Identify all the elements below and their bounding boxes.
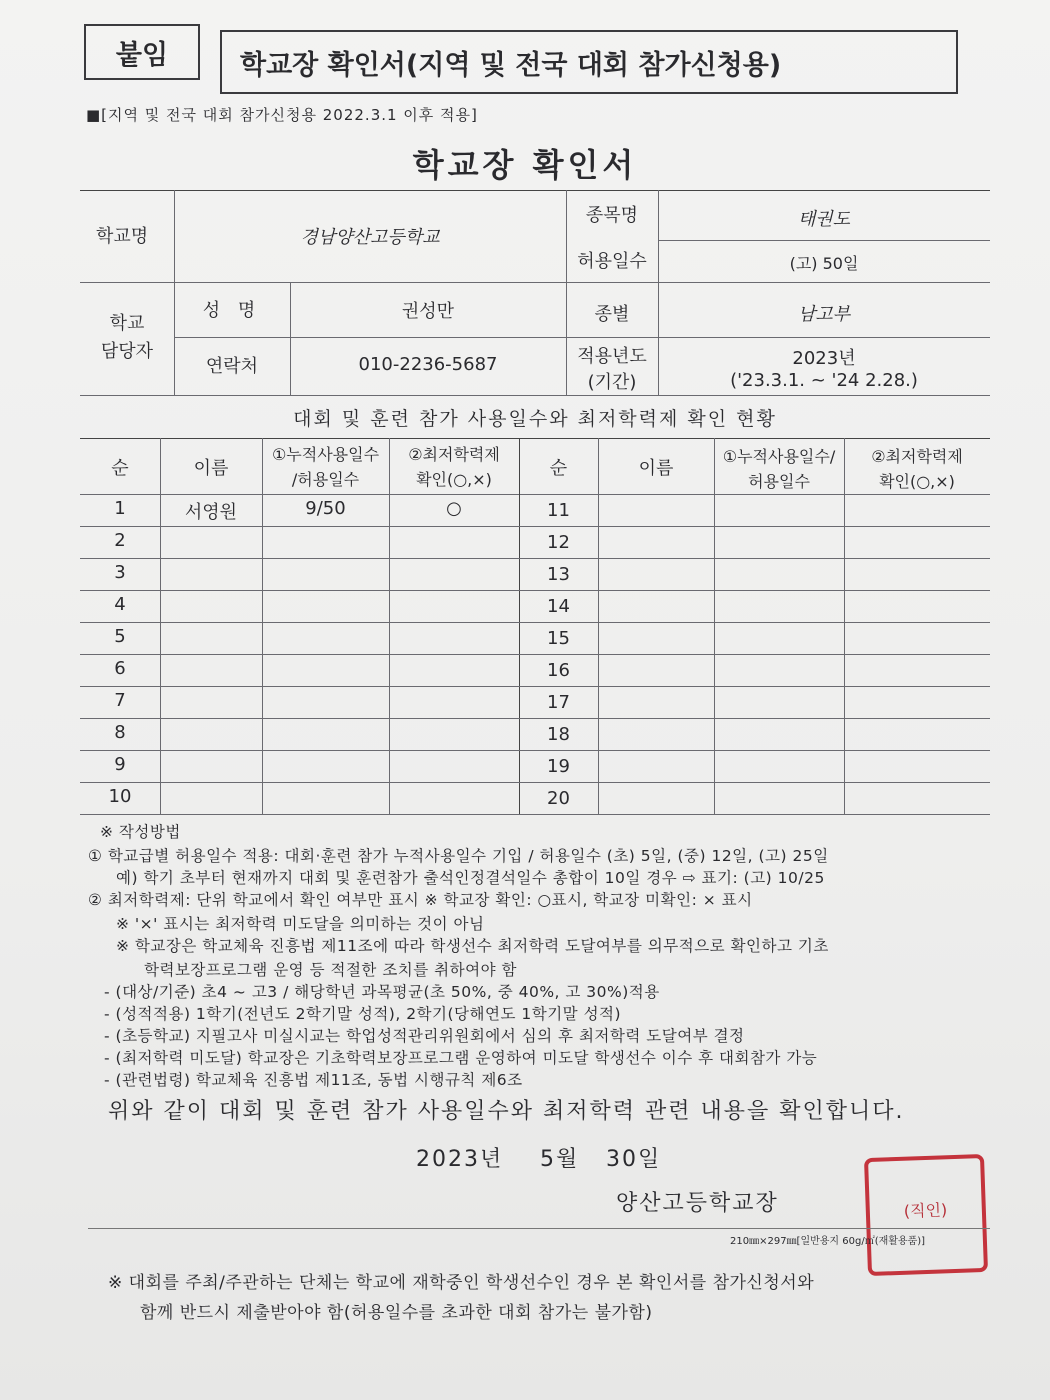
info-line <box>80 282 990 283</box>
manager-name-label: 성 명 <box>202 300 262 321</box>
cell-no: 3 <box>114 562 126 583</box>
col-days-1: ①누적사용일수 <box>271 445 380 464</box>
date-month: 5월 <box>540 1147 580 1172</box>
cell-no: 8 <box>114 722 126 743</box>
row-line <box>80 526 990 527</box>
col-days-right-1: ①누적사용일수/ <box>722 447 836 466</box>
table-vline <box>598 438 599 814</box>
cell-no: 4 <box>114 594 126 615</box>
sport-label: 종목명 <box>585 205 639 226</box>
cell-no: 7 <box>114 690 126 711</box>
instruction-line: 학력보장프로그램 운영 등 적절한 조치를 취하여야 함 <box>144 961 517 979</box>
footer-rule <box>88 1228 990 1229</box>
instruction-line: - (초등학교) 지필고사 미실시교는 학업성적관리위원회에서 심의 후 최저학력 도달여부 결정 <box>104 1027 745 1045</box>
document-title: 학교장 확인서 <box>412 146 638 184</box>
info-line <box>174 337 990 338</box>
table-vline <box>160 438 161 814</box>
cell-days: 9/50 <box>305 498 346 519</box>
col-no-right: 순 <box>549 458 568 479</box>
cell-no: 9 <box>114 754 126 775</box>
date-day: 30일 <box>606 1147 662 1172</box>
cell-no-right: 17 <box>547 692 570 713</box>
col-check-2: 확인(○,×) <box>416 470 492 489</box>
cell-name: 서영원 <box>184 502 238 523</box>
row-line <box>80 654 990 655</box>
col-check-1: ②최저학력제 <box>408 445 500 464</box>
header-title: 학교장 확인서(지역 및 전국 대회 참가신청용) <box>240 49 782 81</box>
cell-no-right: 16 <box>547 660 570 681</box>
cell-no: 6 <box>114 658 126 679</box>
school-label: 학교명 <box>96 226 149 247</box>
cell-no: 1 <box>114 498 126 519</box>
col-days-right-2: 허용일수 <box>748 472 810 491</box>
cell-no: 10 <box>108 786 132 807</box>
table-vline <box>714 438 715 814</box>
official-seal <box>864 1154 988 1276</box>
sport-value: 태권도 <box>797 209 851 230</box>
footer-note-1: ※ 대회를 주최/주관하는 단체는 학교에 재학중인 학생선수인 경우 본 확인서를 참가신청서와 <box>108 1273 815 1293</box>
instruction-line: - (관련법령) 학교체육 진흥법 제11조, 동법 시행규칙 제6조 <box>104 1071 523 1089</box>
cell-no-right: 19 <box>547 756 570 777</box>
footer-note-2: 함께 반드시 제출받아야 함(허용일수를 초과한 대회 참가는 불가함) <box>140 1303 653 1323</box>
cell-no-right: 18 <box>547 724 570 745</box>
cell-no-right: 13 <box>547 564 570 585</box>
header-title-box <box>220 30 958 94</box>
instruction-line: ② 최저학력제: 단위 학교에서 확인 여부만 표시 ※ 학교장 확인: ○표시, 학교장 미확인: × 표시 <box>88 891 753 909</box>
manager-name-value: 권성만 <box>401 301 455 322</box>
category-value: 남고부 <box>797 304 851 325</box>
date-year: 2023년 <box>416 1147 504 1172</box>
attachment-tag <box>84 24 200 80</box>
row-line <box>80 718 990 719</box>
instruction-line: - (성적적용) 1학기(전년도 2학기말 성적), 2학기(당해연도 1학기말 성적) <box>104 1005 622 1023</box>
contact-value: 010-2236-5687 <box>358 354 498 375</box>
applied-note: ■[지역 및 전국 대회 참가신청용 2022.3.1 이후 적용] <box>86 106 478 124</box>
category-label: 종별 <box>594 304 630 325</box>
manager-label-1: 학교 <box>109 313 145 334</box>
paper-spec: 210㎜×297㎜[일반용지 60g/㎡(재활용품)] <box>730 1236 926 1247</box>
instruction-line: 예) 학기 초부터 현재까지 대회 및 훈련참가 출석인정결석일수 총합이 10일 경우 ⇨ 표기: (고) 10/25 <box>116 869 825 887</box>
year-value-2: ('23.3.1. ~ '24 2.28.) <box>730 370 918 391</box>
school-value: 경남양산고등학교 <box>300 227 440 248</box>
table-vline <box>389 438 390 814</box>
contact-label: 연락처 <box>205 356 259 377</box>
table-vline <box>262 438 263 814</box>
instruction-line: ① 학교급별 허용일수 적용: 대회·훈련 참가 누적사용일수 기입 / 허용일수 (초) 5일, (중) 12일, (고) 25일 <box>88 847 829 865</box>
info-line <box>80 395 990 396</box>
allowed-days-label: 허용일수 <box>577 251 647 272</box>
col-check-right-1: ②최저학력제 <box>871 447 963 466</box>
table-header-line <box>80 494 990 495</box>
cell-no-right: 14 <box>547 596 570 617</box>
row-line <box>80 558 990 559</box>
row-line <box>80 686 990 687</box>
info-line <box>658 240 990 241</box>
year-label-2: (기간) <box>587 372 637 393</box>
row-line <box>80 814 990 815</box>
row-line <box>80 622 990 623</box>
allowed-days-value: (고) 50일 <box>789 254 859 273</box>
cell-no: 5 <box>114 626 126 647</box>
table-top-border <box>80 438 990 439</box>
row-line <box>80 590 990 591</box>
instruction-line: ※ 작성방법 <box>100 823 181 841</box>
info-top-border <box>80 190 990 191</box>
col-name-right: 이름 <box>638 458 674 479</box>
table-caption: 대회 및 훈련 참가 사용일수와 최저학력제 확인 현황 <box>293 408 777 430</box>
cell-no: 2 <box>114 530 126 551</box>
attachment-tag-text: 붙임 <box>115 39 169 71</box>
instruction-line: - (대상/기준) 초4 ~ 고3 / 해당학년 과목평균(초 50%, 중 40%, 고 30%)적용 <box>104 983 660 1001</box>
col-check-right-2: 확인(○,×) <box>879 472 955 491</box>
cell-no-right: 11 <box>547 500 570 521</box>
year-label-1: 적용년도 <box>577 346 647 367</box>
col-name: 이름 <box>193 458 229 479</box>
cell-no-right: 20 <box>547 788 570 809</box>
table-vline <box>844 438 845 814</box>
col-days-2: /허용일수 <box>291 470 360 489</box>
col-no: 순 <box>111 458 129 479</box>
seal-mark: (직인) <box>903 1200 948 1221</box>
cell-no-right: 15 <box>547 628 570 649</box>
year-value-1: 2023년 <box>792 348 856 369</box>
instruction-line: ※ '×' 표시는 최저학력 미도달을 의미하는 것이 아님 <box>116 915 485 933</box>
row-line <box>80 782 990 783</box>
cell-check: ○ <box>446 498 462 519</box>
instruction-line: ※ 학교장은 학교체육 진흥법 제11조에 따라 학생선수 최저학력 도달여부를 의무적으로 확인하고 기초 <box>116 937 829 955</box>
principal-name: 양산고등학교장 <box>616 1191 779 1216</box>
row-line <box>80 750 990 751</box>
manager-label-2: 담당자 <box>100 341 154 362</box>
cell-no-right: 12 <box>547 532 570 553</box>
instruction-line: - (최저학력 미도달) 학교장은 기초학력보장프로그램 운영하여 미도달 학생선수 이수 후 대회참가 가능 <box>104 1049 818 1067</box>
confirm-statement: 위와 같이 대회 및 훈련 참가 사용일수와 최저학력 관련 내용을 확인합니다. <box>108 1099 905 1124</box>
